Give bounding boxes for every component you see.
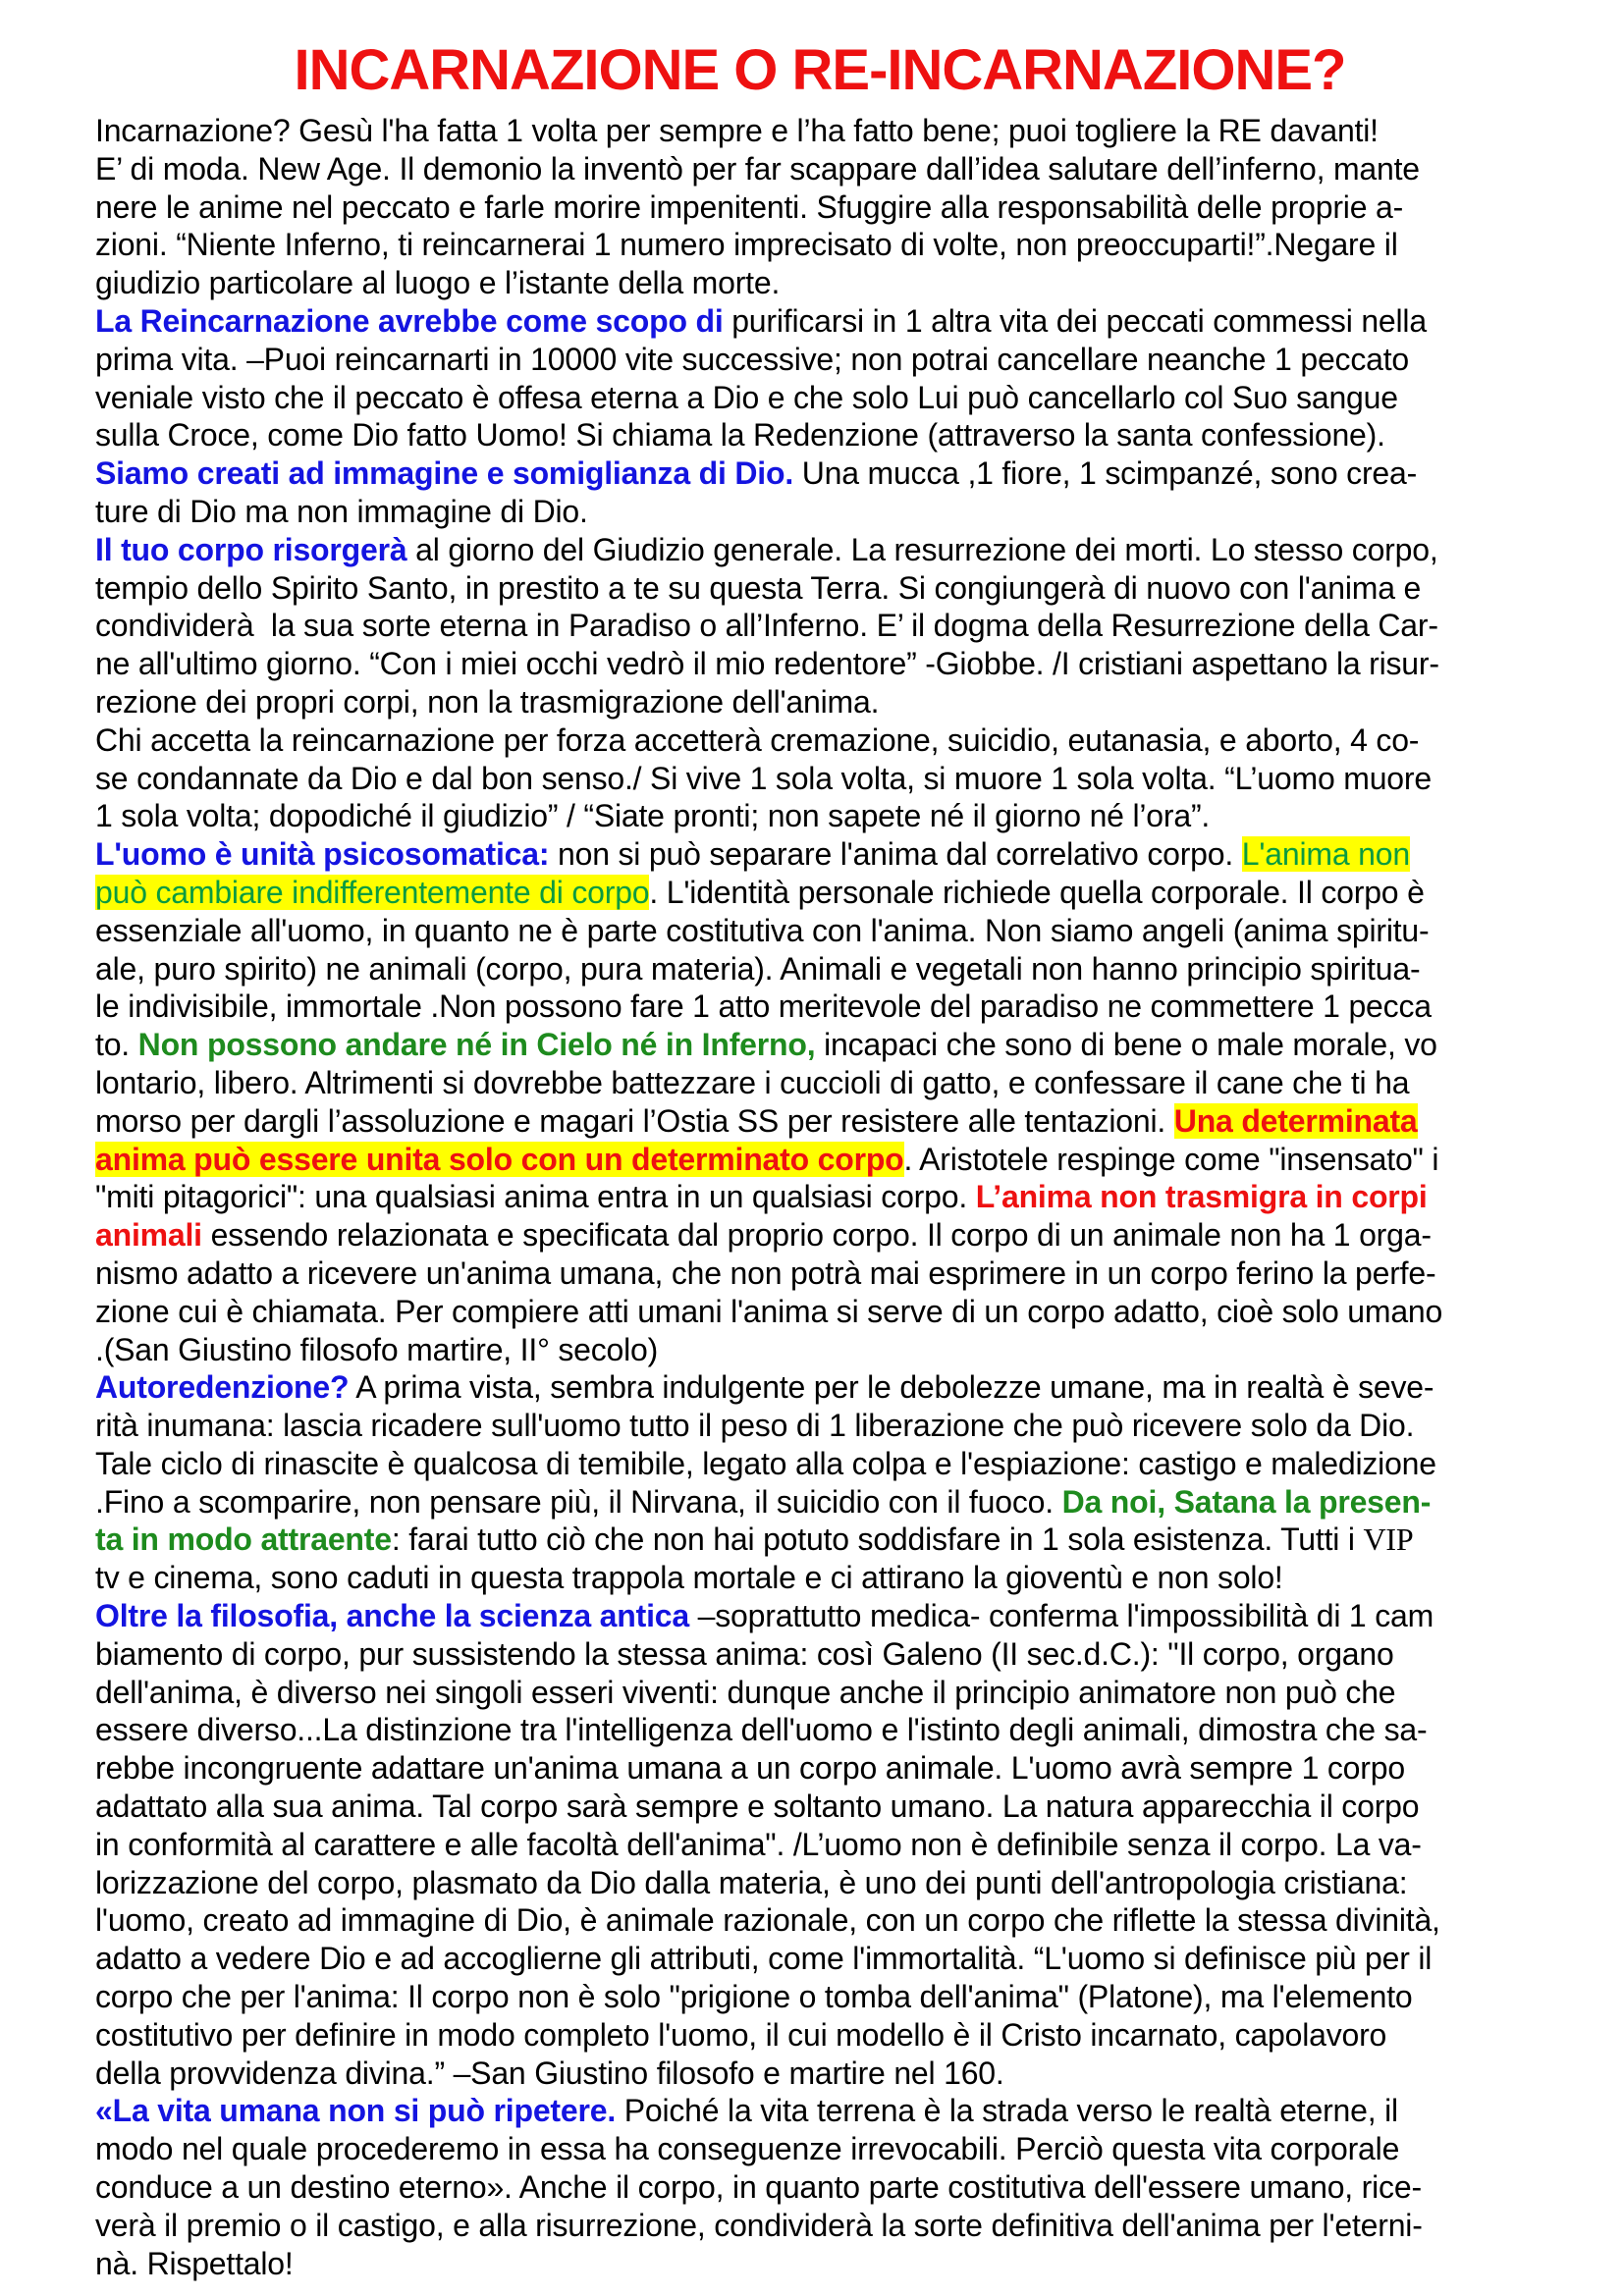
page-title: INCARNAZIONE O RE-INCARNAZIONE? — [294, 38, 1346, 102]
text-segment-k: dell'anima, è diverso nei singoli esseri viventi: dunque anche il principio animatore non può che — [95, 1674, 1396, 1710]
text-segment-k: giudizio particolare al luogo e l’istante della morte. — [95, 265, 781, 301]
text-line — [95, 1826, 1564, 1864]
text-segment-gh: può cambiare indifferentemente di corpo — [95, 874, 650, 910]
text-line — [95, 2092, 1564, 2130]
text-segment-r: animali — [95, 1217, 202, 1254]
text-line — [95, 1711, 1564, 1749]
text-segment-k: tempio dello Spirito Santo, in prestito a te su questa Terra. Si congiungerà di nuovo con l'anima e — [95, 569, 1422, 606]
text-line — [95, 988, 1564, 1026]
text-segment-k: conduce a un destino eterno». Anche il corpo, in quanto parte costitutiva dell'essere umano, rice- — [95, 2169, 1422, 2206]
text-segment-b: Siamo creati ad immagine e somiglianza di Dio. — [95, 455, 794, 492]
text-line — [95, 531, 1564, 569]
text-segment-k: condividerà la sua sorte eterna in Paradiso o all’Inferno. E’ il dogma della Resurrezione della Car- — [95, 608, 1438, 644]
text-line — [95, 226, 1564, 264]
text-line — [95, 1216, 1564, 1255]
text-line — [95, 1674, 1564, 1712]
text-segment-k: –soprattutto medica- conferma l'impossibilità di 1 cam — [688, 1598, 1434, 1634]
text-line — [95, 493, 1564, 531]
text-segment-k: essendo relazionata e specificata dal proprio corpo. Il corpo di un animale non ha 1 orga- — [201, 1217, 1432, 1254]
text-line — [95, 721, 1564, 760]
text-line — [95, 797, 1564, 835]
text-line — [95, 1102, 1564, 1141]
text-segment-k: lontario, libero. Altrimenti si dovrebbe battezzare i cuccioli di gatto, e confessare il cane che ti ha — [95, 1064, 1410, 1100]
text-segment-k: . Aristotele respinge come "insensato" i — [903, 1141, 1439, 1177]
text-line — [95, 912, 1564, 950]
text-segment-k: sulla Croce, come Dio fatto Uomo! Si chiama la Redenzione (attraverso la santa confessione). — [95, 417, 1385, 454]
text-segment-k: le indivisibile, immortale .Non possono fare 1 atto meritevole del paradiso ne commettere 1 pecca — [95, 988, 1432, 1025]
text-line — [95, 1255, 1564, 1293]
text-segment-k: "miti pitagorici": una qualsiasi anima entra in un qualsiasi corpo. — [95, 1179, 976, 1215]
text-segment-k: Tale ciclo di rinascite è qualcosa di temibile, legato alla colpa e l'espiazione: castigo e maledizione — [95, 1445, 1436, 1481]
text-line — [95, 1521, 1564, 1559]
text-segment-g: Non possono andare né in Cielo né in Inferno, — [137, 1027, 816, 1063]
text-segment-k: Chi accetta la reincarnazione per forza accetterà cremazione, suicidio, eutanasia, e aborto, 4 co- — [95, 721, 1420, 758]
text-segment-k: .(San Giustino filosofo martire, II° secolo) — [95, 1331, 659, 1367]
text-segment-k: A prima vista, sembra indulgente per le debolezze umane, ma in realtà è seve- — [349, 1369, 1434, 1406]
text-segment-k: .Fino a scomparire, non pensare più, il Nirvana, il suicidio con il fuoco. — [95, 1483, 1062, 1520]
text-line — [95, 264, 1564, 302]
text-line — [95, 341, 1564, 379]
text-segment-k: zione cui è chiamata. Per compiere atti umani l'anima si serve di un corpo adatto, cioè solo umano — [95, 1293, 1443, 1329]
text-line — [95, 150, 1564, 188]
text-line — [95, 2207, 1564, 2245]
text-segment-r: L’anima non trasmigra in corpi — [975, 1179, 1428, 1215]
text-line — [95, 2168, 1564, 2207]
text-segment-k: E’ di moda. New Age. Il demonio la inventò per far scappare dall’idea salutare dell’inferno, mante — [95, 150, 1420, 187]
text-line — [95, 379, 1564, 417]
text-line — [95, 1559, 1564, 1597]
text-line — [95, 2055, 1564, 2093]
text-segment-k: non si può separare l'anima dal correlativo corpo. — [549, 836, 1242, 873]
text-segment-k: Poiché la vita terrena è la strada verso le realtà eterne, il — [616, 2093, 1398, 2129]
text-segment-k: verà il premio o il castigo, e alla risurrezione, condividerà la sorte definitiva dell'anima per l'eterni- — [95, 2207, 1423, 2243]
text-segment-k: biamento di corpo, pur sussistendo la stessa anima: così Galeno (II sec.d.C.): "Il corpo, organo — [95, 1635, 1394, 1672]
text-line — [95, 950, 1564, 988]
text-segment-k: lorizzazione del corpo, plasmato da Dio dalla materia, è uno dei punti dell'antropologia cristiana: — [95, 1864, 1408, 1900]
text-segment-k: rezione dei propri corpi, non la trasmigrazione dell'anima. — [95, 683, 880, 720]
text-line — [95, 1178, 1564, 1216]
text-segment-k: rità inumana: lascia ricadere sull'uomo tutto il peso di 1 liberazione che può ricevere solo da Dio. — [95, 1408, 1415, 1444]
text-line — [95, 302, 1564, 341]
text-segment-k: morso per dargli l’assoluzione e magari l’Ostia SS per resistere alle tentazioni. — [95, 1102, 1174, 1139]
text-segment-gh: L'anima non — [1241, 836, 1410, 873]
text-segment-k: purificarsi in 1 altra vita dei peccati commessi nella — [723, 302, 1427, 339]
text-segment-b: «La vita umana non si può ripetere. — [95, 2093, 617, 2129]
text-line — [95, 1749, 1564, 1788]
text-segment-b: L'uomo è unità psicosomatica: — [95, 836, 550, 873]
text-line — [95, 645, 1564, 683]
text-segment-b: Autoredenzione? — [95, 1369, 350, 1406]
text-segment-k: Incarnazione? Gesù l'ha fatta 1 volta per sempre e l’ha fatto bene; puoi togliere la RE davanti! — [95, 113, 1379, 148]
text-segment-k: costitutivo per definire in modo completo l'uomo, il cui modello è il Cristo incarnato, capolavoro — [95, 2016, 1387, 2053]
text-segment-k: 1 sola volta; dopodiché il giudizio” / “Siate pronti; non sapete né il giorno né l’ora”. — [95, 798, 1211, 834]
text-line — [95, 416, 1564, 454]
text-line — [95, 2245, 1564, 2283]
text-segment-k: . L'identità personale richiede quella corporale. Il corpo è — [649, 874, 1425, 910]
text-line — [95, 1293, 1564, 1331]
text-line — [95, 1635, 1564, 1674]
text-segment-k: Una mucca ,1 fiore, 1 scimpanzé, sono crea- — [793, 455, 1418, 492]
text-segment-k: ale, puro spirito) ne animali (corpo, pura materia). Animali e vegetali non hanno principio spiritua- — [95, 950, 1421, 987]
text-segment-g: ta in modo attraente — [95, 1522, 392, 1558]
text-line — [95, 454, 1564, 493]
text-line — [95, 569, 1564, 608]
text-segment-k: al giorno del Giudizio generale. La resurrezione dei morti. Lo stesso corpo, — [406, 531, 1438, 567]
text-line — [95, 1483, 1564, 1522]
text-segment-k: to. — [95, 1027, 138, 1063]
text-segment-k: nismo adatto a ricevere un'anima umana, che non potrà mai esprimere in un corpo ferino la perfe- — [95, 1255, 1436, 1291]
text-line — [95, 188, 1564, 227]
text-line — [95, 1368, 1564, 1407]
text-segment-k: della provvidenza divina.” –San Giustino filosofo e martire nel 160. — [95, 2055, 1004, 2091]
text-line — [95, 607, 1564, 645]
text-segment-k: adattato alla sua anima. Tal corpo sarà sempre e soltanto umano. La natura apparecchia il corpo — [95, 1789, 1420, 1825]
text-line — [95, 760, 1564, 798]
text-segment-rh: anima può essere unita solo con un determinato corpo — [95, 1141, 904, 1177]
text-segment-k: tv e cinema, sono caduti in questa trappola mortale e ci attirano la gioventù e non solo! — [95, 1560, 1283, 1596]
text-segment-k: essere diverso...La distinzione tra l'intelligenza dell'uomo e l'istinto degli animali, dimostra che sa- — [95, 1712, 1428, 1748]
text-line — [95, 1445, 1564, 1483]
text-segment-b: Oltre la filosofia, anche la scienza antica — [95, 1598, 689, 1634]
text-segment-b: Il tuo corpo risorgerà — [95, 531, 407, 567]
text-segment-k: corpo che per l'anima: Il corpo non è solo "prigione o tomba dell'anima" (Platone), ma l'elemento — [95, 1979, 1413, 2015]
text-segment-k: nà. Rispettalo! — [95, 2245, 294, 2281]
text-line — [95, 1407, 1564, 1445]
text-segment-k: rebbe incongruente adattare un'anima umana a un corpo animale. L'uomo avrà sempre 1 corpo — [95, 1750, 1405, 1787]
text-line — [95, 1788, 1564, 1826]
document-body — [95, 112, 1564, 2282]
text-segment-g: Da noi, Satana la presen- — [1061, 1483, 1432, 1520]
text-segment-k: ne all'ultimo giorno. “Con i miei occhi vedrò il mio redentore” -Giobbe. /I cristiani aspettano la risur- — [95, 646, 1439, 682]
text-segment-k: nere le anime nel peccato e farle morire impenitenti. Sfuggire alla responsabilità delle proprie a- — [95, 188, 1404, 225]
text-segment-k: se condannate da Dio e dal bon senso./ Si vive 1 sola volta, si muore 1 sola volta. “L’uomo muore — [95, 760, 1432, 796]
text-segment-b: La Reincarnazione avrebbe come scopo di — [95, 302, 724, 339]
text-segment-k: prima vita. –Puoi reincarnarti in 10000 vite successive; non potrai cancellare neanche 1 peccato — [95, 341, 1410, 377]
text-line — [95, 1978, 1564, 2016]
text-segment-k: in conformità al carattere e alle facoltà dell'anima". /L’uomo non è definibile senza il corpo. La va- — [95, 1826, 1422, 1862]
text-line — [95, 1901, 1564, 1940]
text-segment-k: essenziale all'uomo, in quanto ne è parte costitutiva con l'anima. Non siamo angeli (anima spiritu- — [95, 912, 1430, 948]
text-line — [95, 1141, 1564, 1179]
text-line — [95, 2016, 1564, 2055]
text-line — [95, 2130, 1564, 2168]
text-segment-k: modo nel quale procederemo in essa ha conseguenze irrevocabili. Perciò questa vita corporale — [95, 2131, 1400, 2167]
text-line — [95, 1064, 1564, 1102]
text-segment-k: : farai tutto ciò che non hai potuto soddisfare in 1 sola esistenza. Tutti i — [391, 1522, 1364, 1558]
text-line — [95, 1597, 1564, 1635]
text-line — [95, 1026, 1564, 1064]
text-line — [95, 874, 1564, 912]
text-line — [95, 1940, 1564, 1978]
text-segment-rh: Una determinata — [1173, 1102, 1418, 1139]
text-line — [95, 683, 1564, 721]
text-segment-k: ture di Dio ma non immagine di Dio. — [95, 493, 588, 529]
text-line — [95, 835, 1564, 874]
text-segment-k: zioni. “Niente Inferno, ti reincarnerai 1 numero imprecisato di volte, non preoccuparti!”.Negare il — [95, 227, 1398, 263]
text-segment-k: veniale visto che il peccato è offesa eterna a Dio e che solo Lui può cancellarlo col Suo sangue — [95, 379, 1398, 415]
text-line — [95, 112, 1564, 150]
text-line — [95, 1331, 1564, 1369]
text-segment-k: adatto a vedere Dio e ad accoglierne gli attributi, come l'immortalità. “L'uomo si definisce più per il — [95, 1941, 1433, 1977]
text-segment-sf: VIP — [1363, 1522, 1414, 1558]
text-segment-k: incapaci che sono di bene o male morale, vo — [815, 1027, 1437, 1063]
text-segment-k: l'uomo, creato ad immagine di Dio, è animale razionale, con un corpo che riflette la stessa divinità, — [95, 1902, 1440, 1939]
text-line — [95, 1864, 1564, 1902]
